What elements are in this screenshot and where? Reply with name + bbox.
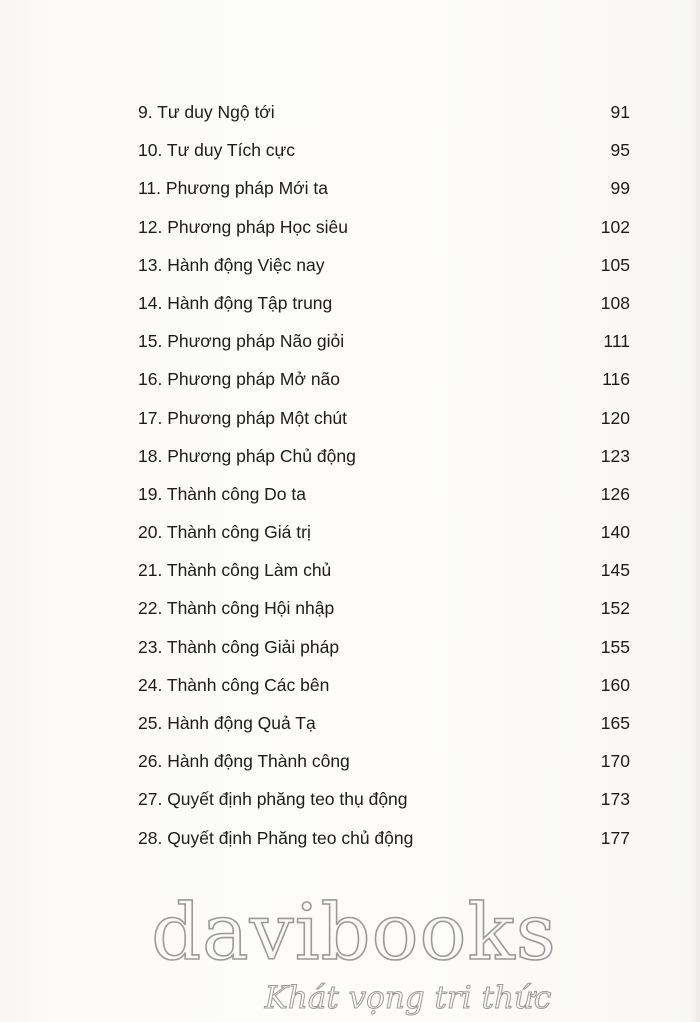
toc-entry-page-number: 170: [600, 751, 630, 772]
toc-entry-title: 24. Thành công Các bên: [138, 674, 330, 695]
toc-entry-page-number: 108: [600, 292, 630, 313]
toc-entry-page-number: 116: [602, 369, 630, 390]
toc-entry-page-number: 145: [600, 560, 630, 581]
toc-entry-title: 14. Hành động Tập trung: [138, 292, 333, 313]
toc-entry-page-number: 99: [610, 178, 630, 199]
toc-entry: [138, 479, 630, 517]
watermark-tagline: Khát vọng tri thức: [264, 980, 552, 1016]
toc-entry-page-number: 152: [600, 598, 630, 619]
toc-entry-page-number: 160: [600, 674, 630, 695]
toc-entry-page-number: 95: [610, 140, 630, 161]
toc-entry-title: 23. Thành công Giải pháp: [138, 636, 340, 657]
toc-entry-title: 9. Tư duy Ngộ tới: [138, 102, 275, 122]
toc-entry-page-number: 155: [600, 636, 630, 657]
table-of-contents: [138, 97, 630, 861]
toc-entry: [138, 593, 630, 631]
toc-entry-page-number: 165: [600, 713, 630, 733]
page-edge-shadow: [692, 0, 700, 1022]
toc-entry-title: 19. Thành công Do ta: [138, 483, 306, 504]
toc-entry-title: 16. Phương pháp Mở não: [138, 369, 341, 390]
toc-entry-title: 11. Phương pháp Mới ta: [138, 178, 329, 199]
toc-entry-page-number: 140: [600, 522, 630, 543]
toc-entry-title: 17. Phương pháp Một chút: [138, 407, 348, 428]
toc-entry: [138, 784, 630, 822]
toc-entry: [138, 173, 630, 211]
toc-entry: [138, 746, 630, 784]
toc-entry: [138, 97, 630, 135]
toc-entry-page-number: 177: [600, 827, 630, 848]
toc-entry-title: 26. Hành động Thành công: [138, 751, 350, 772]
toc-entry-title: 27. Quyết định phăng teo thụ động: [138, 789, 408, 810]
toc-entry-page-number: 120: [600, 407, 630, 428]
toc-entry-page-number: 126: [600, 483, 630, 504]
toc-entry-title: 28. Quyết định Phăng teo chủ động: [138, 827, 414, 848]
toc-entry-title: 10. Tư duy Tích cực: [138, 140, 296, 161]
toc-entry-page-number: 105: [600, 254, 630, 275]
toc-entry-page-number: 102: [600, 216, 630, 237]
toc-entry: [138, 403, 630, 441]
toc-entry: [138, 555, 630, 593]
toc-entry-page-number: 123: [600, 445, 630, 466]
toc-entry: [138, 364, 630, 402]
toc-entry-title: 22. Thành công Hội nhập: [138, 598, 335, 619]
toc-entry: [138, 517, 630, 555]
toc-entry: [138, 135, 630, 173]
toc-entry-title: 13. Hành động Việc nay: [138, 254, 325, 275]
toc-entry: [138, 288, 630, 326]
toc-entry: [138, 441, 630, 479]
toc-entry: [138, 708, 630, 746]
toc-entry: [138, 250, 630, 288]
toc-entry-title: 18. Phương pháp Chủ động: [138, 445, 356, 466]
toc-entry-title: 15. Phương pháp Não giỏi: [138, 331, 345, 352]
toc-entry-page-number: 173: [600, 789, 630, 810]
toc-entry-title: 20. Thành công Giá trị: [138, 522, 311, 543]
toc-entry: [138, 212, 630, 250]
toc-entry: [138, 670, 630, 708]
toc-entry: [138, 326, 630, 364]
toc-entry: [138, 632, 630, 670]
toc-entry-title: 25. Hành động Quả Tạ: [138, 713, 316, 733]
toc-entry-page-number: 91: [610, 102, 630, 122]
toc-entry: [138, 823, 630, 861]
watermark-brand: davibooks: [151, 888, 557, 978]
toc-entry-title: 12. Phương pháp Học siêu: [138, 216, 348, 237]
toc-entry-title: 21. Thành công Làm chủ: [138, 560, 332, 581]
toc-entry-page-number: 111: [603, 331, 630, 352]
